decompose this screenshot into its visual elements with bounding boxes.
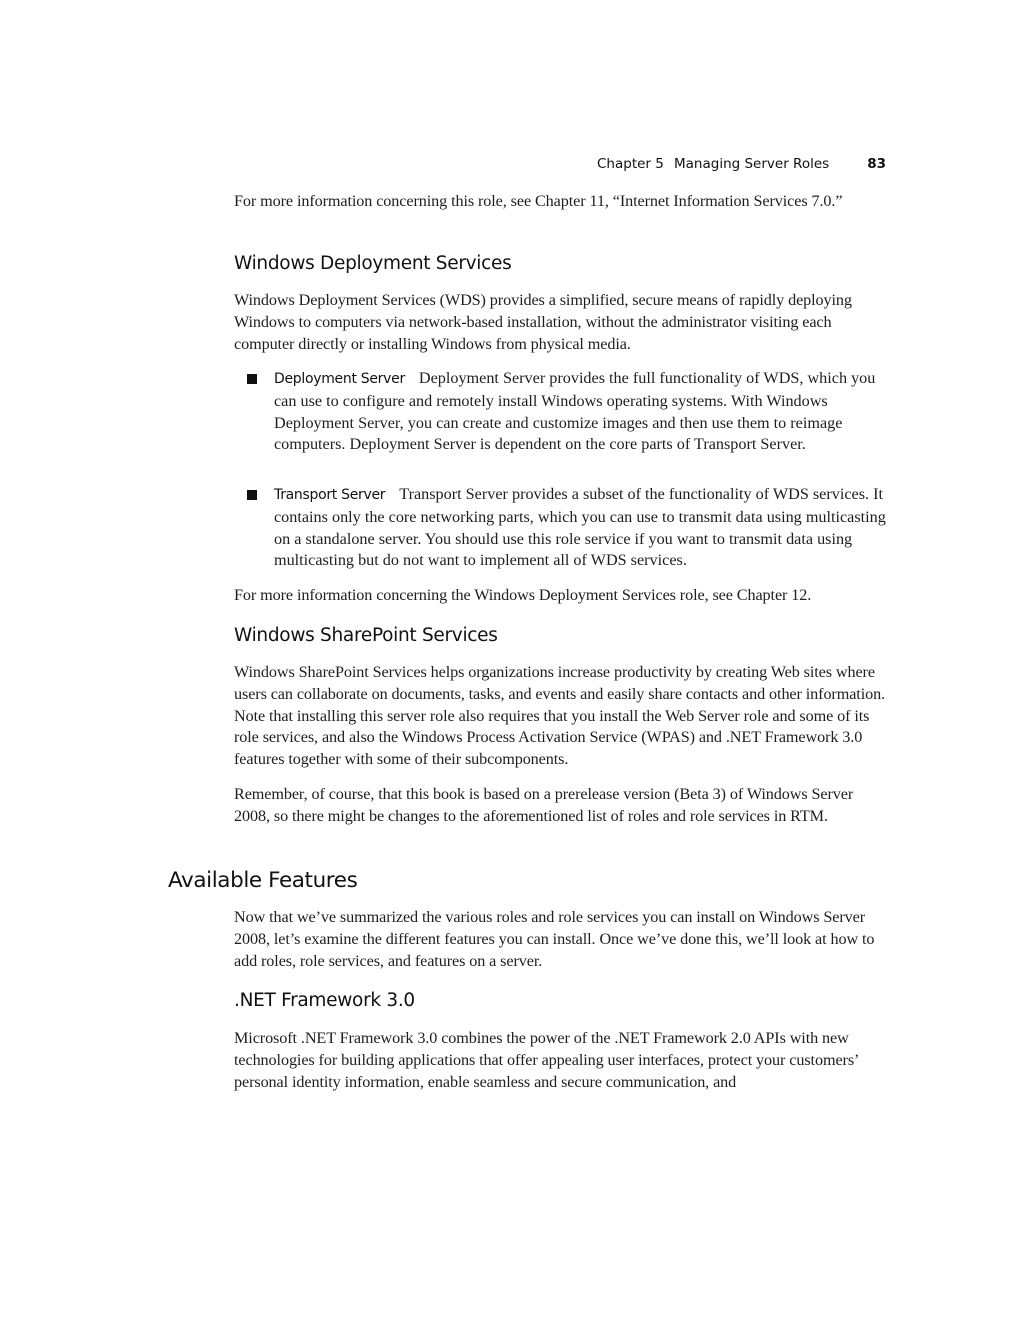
chapter-label: Chapter 5 — [597, 156, 664, 172]
page-number: 83 — [867, 156, 886, 172]
bullet-square-icon — [247, 490, 257, 500]
bullet-term: Transport Server — [274, 487, 386, 503]
wds-closing-paragraph: For more information concerning the Windows Deployment Services role, see Chapter 12. — [234, 586, 812, 604]
netfx-paragraph: Microsoft .NET Framework 3.0 combines the power of the .NET Framework 2.0 APIs with new technologies for building applications that offer appealing user interfaces, protect your customers’ personal identity information, enable seamless and secure communication, and — [234, 1029, 859, 1091]
running-header — [560, 156, 886, 176]
features-paragraph: Now that we’ve summarized the various roles and role services you can install on Windows Server 2008, let’s examine the different features you can install. Once we’ve done this, we’ll look at how to add roles, role services, and features on a server. — [234, 908, 875, 970]
wss-paragraph-2: Remember, of course, that this book is based on a prerelease version (Beta 3) of Windows Server 2008, so there might be changes to the aforementioned list of roles and role services in RTM. — [234, 785, 854, 825]
wss-paragraph-1: Windows SharePoint Services helps organizations increase productivity by creating Web sites where users can collaborate on documents, tasks, and events and easily share contacts and other information. Note that installing this server role also requires that you install the Web Server role and some of its role services, and also the Windows Process Activation Service (WPAS) and .NET Framework 3.0 features together with some of their subcomponents. — [234, 663, 886, 769]
wds-paragraph: Windows Deployment Services (WDS) provides a simplified, secure means of rapidly deploying Windows to computers via network-based installation, without the administrator visiting each computer directly or installing Windows from physical media. — [234, 291, 852, 353]
bullet-text: Transport Server provides a subset of the functionality of WDS services. It contains only the core networking parts, which you can use to transmit data using multicasting on a standalone server. You should use this role service if you want to transmit data using multicasting but do not want to implement all of WDS services. — [274, 485, 886, 570]
section-heading-netfx: .NET Framework 3.0 — [234, 990, 415, 1011]
section-heading-available-features: Available Features — [168, 868, 358, 893]
section-heading-wds: Windows Deployment Services — [234, 253, 512, 274]
bullet-text: Deployment Server provides the full functionality of WDS, which you can use to configure and remotely install Windows operating systems. With Windows Deployment Server, you can create and customize images and then use them to reimage computers. Deployment Server is dependent on the core parts of Transport Server. — [274, 369, 876, 454]
section-heading-wss: Windows SharePoint Services — [234, 625, 498, 646]
bullet-square-icon — [247, 374, 257, 384]
bullet-item-transport-server — [247, 484, 887, 572]
chapter-title: Managing Server Roles — [674, 156, 830, 172]
intro-paragraph: For more information concerning this role, see Chapter 11, “Internet Information Services 7.0.” — [234, 192, 843, 210]
bullet-item-deployment-server — [247, 368, 887, 456]
bullet-term: Deployment Server — [274, 371, 405, 387]
